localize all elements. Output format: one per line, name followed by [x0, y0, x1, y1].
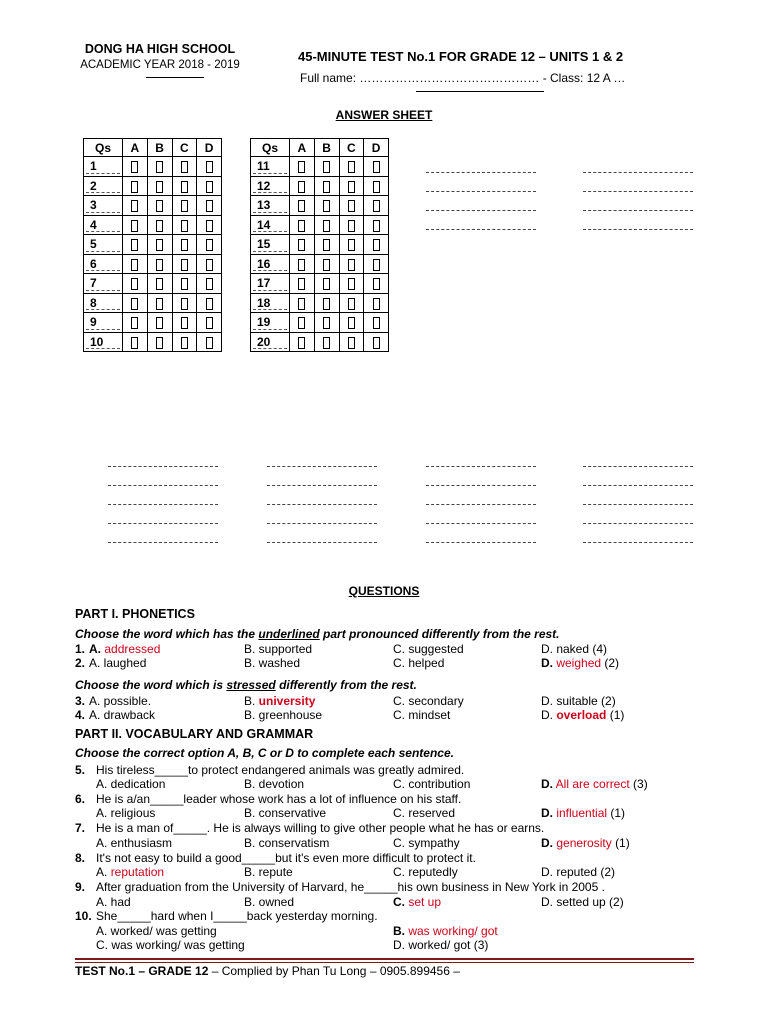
answer-cell[interactable] — [290, 274, 315, 294]
answer-box-icon[interactable] — [156, 298, 163, 310]
answer-box-icon[interactable] — [298, 278, 305, 290]
answer-cell[interactable] — [172, 196, 197, 216]
answer-box-icon[interactable] — [156, 239, 163, 251]
question-stem: 7. He is a man of_____. He is always willing to give other people what he has or earns. — [75, 821, 545, 835]
answer-box-icon[interactable] — [348, 239, 355, 251]
blank-line — [583, 210, 693, 211]
grid-row — [251, 254, 389, 274]
question-number: 10 — [84, 332, 123, 352]
blank-line — [426, 210, 536, 211]
answer-cell[interactable] — [339, 235, 364, 255]
blank-line — [583, 523, 693, 524]
grid-header-qs: Qs — [251, 139, 290, 157]
question-number: 11 — [251, 157, 290, 177]
answer-cell[interactable] — [197, 235, 222, 255]
answer-cell[interactable] — [147, 332, 172, 352]
answer-cell[interactable] — [290, 196, 315, 216]
answer-box-icon[interactable] — [206, 278, 213, 290]
answer-cell[interactable] — [290, 215, 315, 235]
blank-line — [108, 485, 218, 486]
answer-cell[interactable] — [339, 274, 364, 294]
answer-box-icon[interactable] — [131, 220, 138, 232]
questions-title: QUESTIONS — [348, 584, 420, 598]
grid-row — [251, 215, 389, 235]
answer-box-icon[interactable] — [348, 259, 355, 271]
answer-cell[interactable] — [147, 176, 172, 196]
grid-row — [84, 254, 222, 274]
answer-box-icon[interactable] — [206, 181, 213, 193]
answer-box-icon[interactable] — [323, 337, 330, 349]
question-stem: 9. After graduation from the University of Harvard, he_____his own business in New York in 2005 . — [75, 880, 605, 894]
answer-cell[interactable] — [314, 293, 339, 313]
grid-header-b: B — [147, 139, 172, 157]
answer-box-icon[interactable] — [156, 181, 163, 193]
answer-box-icon[interactable] — [206, 337, 213, 349]
answer-cell[interactable] — [314, 215, 339, 235]
question-number: 8 — [84, 293, 123, 313]
answer-box-icon[interactable] — [298, 337, 305, 349]
blank-line — [108, 542, 218, 543]
answer-box-icon[interactable] — [131, 200, 138, 212]
answer-box-icon[interactable] — [181, 317, 188, 329]
answer-box-icon[interactable] — [131, 317, 138, 329]
blank-line — [108, 504, 218, 505]
answer-cell[interactable] — [172, 157, 197, 177]
answer-cell[interactable] — [197, 254, 222, 274]
answer-box-icon[interactable] — [373, 298, 380, 310]
question-stem: 6. He is a/an_____leader whose work has a lot of influence on his staff. — [75, 792, 462, 806]
answer-cell[interactable] — [172, 235, 197, 255]
answer-cell[interactable] — [147, 157, 172, 177]
question-options: A. enthusiasm B. conservatism C. sympathy D. generosity (1) — [96, 836, 630, 850]
answer-cell[interactable] — [172, 293, 197, 313]
answer-cell[interactable] — [339, 332, 364, 352]
answer-cell[interactable] — [290, 157, 315, 177]
question-stem: 5. His tireless_____to protect endangered animals was greatly admired. — [75, 763, 465, 777]
answer-cell[interactable] — [123, 254, 148, 274]
answer-cell[interactable] — [147, 313, 172, 333]
answer-box-icon[interactable] — [323, 181, 330, 193]
answer-box-icon[interactable] — [131, 298, 138, 310]
grid-row — [84, 274, 222, 294]
answer-box-icon[interactable] — [323, 161, 330, 173]
answer-box-icon[interactable] — [373, 278, 380, 290]
question-options: C. was working/ was getting D. worked/ got (3) — [96, 938, 489, 952]
question-number: 6 — [84, 254, 123, 274]
answer-cell[interactable] — [172, 332, 197, 352]
blank-line — [267, 542, 377, 543]
grid-row — [251, 313, 389, 333]
answer-box-icon[interactable] — [298, 239, 305, 251]
test-title: 45-MINUTE TEST No.1 FOR GRADE 12 – UNITS 1 & 2 — [298, 49, 624, 64]
answer-cell[interactable] — [314, 176, 339, 196]
answer-sheet-title: ANSWER SHEET — [335, 108, 433, 122]
blank-line — [583, 466, 693, 467]
answer-box-icon[interactable] — [131, 181, 138, 193]
answer-cell[interactable] — [339, 176, 364, 196]
answer-cell[interactable] — [172, 176, 197, 196]
answer-cell[interactable] — [123, 293, 148, 313]
answer-cell[interactable] — [364, 254, 389, 274]
question-stem: 8. It's not easy to build a good_____but it's even more difficult to protect it. — [75, 851, 476, 865]
answer-cell[interactable] — [197, 293, 222, 313]
grid-header-b: B — [314, 139, 339, 157]
answer-cell[interactable] — [123, 313, 148, 333]
divider — [416, 91, 544, 92]
full-name-field: Full name: ……………………………………… - Class: 12 A … — [300, 71, 626, 85]
blank-line — [583, 191, 693, 192]
answer-box-icon[interactable] — [131, 337, 138, 349]
answer-box-icon[interactable] — [373, 259, 380, 271]
grid-row — [84, 235, 222, 255]
grid-row — [84, 157, 222, 177]
question-row: 4. A. drawback B. greenhouse C. mindset D. overload (1) — [75, 708, 625, 722]
answer-cell[interactable] — [290, 176, 315, 196]
grid-row — [84, 196, 222, 216]
blank-line — [108, 523, 218, 524]
grid-header-a: A — [290, 139, 315, 157]
answer-box-icon[interactable] — [298, 181, 305, 193]
blank-line — [426, 191, 536, 192]
answer-box-icon[interactable] — [181, 259, 188, 271]
answer-cell[interactable] — [123, 235, 148, 255]
question-number: 2 — [84, 176, 123, 196]
answer-cell[interactable] — [197, 157, 222, 177]
answer-box-icon[interactable] — [156, 161, 163, 173]
grid-row — [84, 293, 222, 313]
grid-header-c: C — [172, 139, 197, 157]
grid-row — [251, 176, 389, 196]
answer-cell[interactable] — [314, 157, 339, 177]
answer-cell[interactable] — [172, 254, 197, 274]
part-2-title: PART II. VOCABULARY AND GRAMMAR — [75, 727, 314, 741]
answer-cell[interactable] — [123, 332, 148, 352]
question-number: 19 — [251, 313, 290, 333]
answer-box-icon[interactable] — [298, 298, 305, 310]
question-number: 14 — [251, 215, 290, 235]
question-number: 18 — [251, 293, 290, 313]
answer-box-icon[interactable] — [131, 161, 138, 173]
answer-box-icon[interactable] — [156, 317, 163, 329]
question-options: A. reputation B. repute C. reputedly D. reputed (2) — [96, 865, 616, 879]
answer-box-icon[interactable] — [373, 239, 380, 251]
answer-cell[interactable] — [290, 293, 315, 313]
answer-cell[interactable] — [364, 157, 389, 177]
answer-box-icon[interactable] — [131, 239, 138, 251]
blank-line — [583, 504, 693, 505]
grid-row — [251, 293, 389, 313]
answer-box-icon[interactable] — [323, 278, 330, 290]
answer-cell[interactable] — [172, 313, 197, 333]
question-row: 2. A. laughed B. washed C. helped D. weighed (2) — [75, 656, 620, 670]
answer-cell[interactable] — [314, 313, 339, 333]
answer-cell[interactable] — [290, 235, 315, 255]
answer-box-icon[interactable] — [206, 220, 213, 232]
answer-box-icon[interactable] — [131, 278, 138, 290]
answer-cell[interactable] — [147, 254, 172, 274]
answer-box-icon[interactable] — [373, 161, 380, 173]
question-options: A. had B. owned C. set up D. setted up (2) — [96, 895, 624, 909]
blank-line — [583, 172, 693, 173]
question-row: 1. A. addressed B. supported C. suggested D. naked (4) — [75, 642, 608, 656]
question-options: A. religious B. conservative C. reserved D. influential (1) — [96, 806, 626, 820]
answer-cell[interactable] — [364, 215, 389, 235]
blank-line — [267, 523, 377, 524]
question-number: 12 — [251, 176, 290, 196]
blank-line — [426, 504, 536, 505]
answer-box-icon[interactable] — [298, 317, 305, 329]
answer-grid-right — [250, 138, 389, 352]
grid-row — [84, 313, 222, 333]
answer-box-icon[interactable] — [323, 239, 330, 251]
answer-cell[interactable] — [364, 332, 389, 352]
answer-box-icon[interactable] — [206, 259, 213, 271]
answer-cell[interactable] — [314, 235, 339, 255]
answer-cell[interactable] — [314, 196, 339, 216]
blank-line — [267, 466, 377, 467]
answer-box-icon[interactable] — [181, 161, 188, 173]
answer-cell[interactable] — [314, 254, 339, 274]
answer-box-icon[interactable] — [181, 337, 188, 349]
grid-row — [251, 274, 389, 294]
grid-row — [251, 332, 389, 352]
answer-cell[interactable] — [290, 313, 315, 333]
answer-cell[interactable] — [123, 196, 148, 216]
answer-box-icon[interactable] — [131, 259, 138, 271]
answer-cell[interactable] — [147, 215, 172, 235]
answer-box-icon[interactable] — [181, 298, 188, 310]
answer-cell[interactable] — [197, 313, 222, 333]
answer-cell[interactable] — [123, 157, 148, 177]
answer-cell[interactable] — [339, 196, 364, 216]
question-number: 15 — [251, 235, 290, 255]
answer-box-icon[interactable] — [323, 259, 330, 271]
answer-cell[interactable] — [290, 332, 315, 352]
answer-box-icon[interactable] — [373, 181, 380, 193]
footer-divider — [75, 962, 694, 963]
instruction: Choose the correct option A, B, C or D to complete each sentence. — [75, 746, 454, 760]
question-number: 9 — [84, 313, 123, 333]
blank-line — [426, 229, 536, 230]
answer-cell[interactable] — [364, 235, 389, 255]
answer-cell[interactable] — [123, 274, 148, 294]
question-number: 7 — [84, 274, 123, 294]
answer-box-icon[interactable] — [156, 259, 163, 271]
grid-row — [251, 196, 389, 216]
blank-line — [426, 542, 536, 543]
answer-cell[interactable] — [339, 293, 364, 313]
answer-box-icon[interactable] — [206, 239, 213, 251]
question-options: A. dedication B. devotion C. contribution D. All are correct (3) — [96, 777, 648, 791]
grid-row — [84, 176, 222, 196]
answer-box-icon[interactable] — [348, 200, 355, 212]
answer-box-icon[interactable] — [298, 161, 305, 173]
answer-cell[interactable] — [314, 274, 339, 294]
answer-box-icon[interactable] — [373, 200, 380, 212]
grid-row — [251, 157, 389, 177]
question-number: 4 — [84, 215, 123, 235]
question-number: 20 — [251, 332, 290, 352]
answer-box-icon[interactable] — [298, 259, 305, 271]
answer-box-icon[interactable] — [156, 337, 163, 349]
school-name: DONG HA HIGH SCHOOL — [84, 42, 236, 56]
answer-box-icon[interactable] — [298, 200, 305, 212]
grid-row — [251, 235, 389, 255]
answer-box-icon[interactable] — [156, 220, 163, 232]
blank-line — [583, 542, 693, 543]
part-1-title: PART I. PHONETICS — [75, 607, 195, 621]
answer-cell[interactable] — [172, 274, 197, 294]
blank-line — [108, 466, 218, 467]
answer-box-icon[interactable] — [373, 220, 380, 232]
answer-cell[interactable] — [339, 215, 364, 235]
blank-line — [267, 485, 377, 486]
answer-cell[interactable] — [197, 196, 222, 216]
instruction: Choose the word which is stressed differently from the rest. — [75, 678, 417, 692]
answer-cell[interactable] — [172, 215, 197, 235]
grid-header-d: D — [197, 139, 222, 157]
grid-header-d: D — [364, 139, 389, 157]
answer-box-icon[interactable] — [323, 220, 330, 232]
answer-cell[interactable] — [147, 274, 172, 294]
grid-row — [84, 215, 222, 235]
answer-box-icon[interactable] — [323, 317, 330, 329]
answer-box-icon[interactable] — [181, 181, 188, 193]
blank-line — [583, 485, 693, 486]
answer-box-icon[interactable] — [156, 278, 163, 290]
blank-line — [583, 229, 693, 230]
blank-line — [426, 485, 536, 486]
answer-cell[interactable] — [147, 235, 172, 255]
footer-text: TEST No.1 – GRADE 12 – Complied by Phan Tu Long – 0905.899456 – — [75, 964, 460, 978]
divider — [146, 77, 204, 78]
instruction: Choose the word which has the underlined part pronounced differently from the rest. — [75, 627, 560, 641]
answer-box-icon[interactable] — [348, 317, 355, 329]
answer-box-icon[interactable] — [373, 317, 380, 329]
answer-box-icon[interactable] — [206, 200, 213, 212]
grid-header-c: C — [339, 139, 364, 157]
answer-box-icon[interactable] — [181, 239, 188, 251]
blank-line — [426, 523, 536, 524]
answer-box-icon[interactable] — [206, 317, 213, 329]
answer-box-icon[interactable] — [181, 200, 188, 212]
answer-cell[interactable] — [197, 274, 222, 294]
answer-cell[interactable] — [364, 196, 389, 216]
answer-box-icon[interactable] — [206, 298, 213, 310]
answer-cell[interactable] — [364, 293, 389, 313]
answer-cell[interactable] — [197, 332, 222, 352]
answer-box-icon[interactable] — [323, 298, 330, 310]
answer-grid-left — [83, 138, 222, 352]
question-number: 17 — [251, 274, 290, 294]
question-number: 13 — [251, 196, 290, 216]
answer-cell[interactable] — [339, 157, 364, 177]
answer-box-icon[interactable] — [181, 220, 188, 232]
answer-cell[interactable] — [364, 313, 389, 333]
answer-box-icon[interactable] — [348, 298, 355, 310]
answer-cell[interactable] — [147, 196, 172, 216]
answer-box-icon[interactable] — [373, 337, 380, 349]
answer-box-icon[interactable] — [298, 220, 305, 232]
answer-box-icon[interactable] — [348, 278, 355, 290]
answer-cell[interactable] — [147, 293, 172, 313]
academic-year: ACADEMIC YEAR 2018 - 2019 — [80, 59, 240, 71]
answer-cell[interactable] — [314, 332, 339, 352]
answer-box-icon[interactable] — [156, 200, 163, 212]
answer-cell[interactable] — [339, 313, 364, 333]
answer-cell[interactable] — [339, 254, 364, 274]
question-number: 1 — [84, 157, 123, 177]
answer-box-icon[interactable] — [348, 337, 355, 349]
answer-cell[interactable] — [290, 254, 315, 274]
answer-box-icon[interactable] — [348, 220, 355, 232]
blank-line — [426, 466, 536, 467]
grid-row — [84, 332, 222, 352]
question-row: 3. A. possible. B. university C. secondary D. suitable (2) — [75, 694, 616, 708]
answer-cell[interactable] — [123, 215, 148, 235]
answer-cell[interactable] — [197, 215, 222, 235]
question-options: A. worked/ was getting B. was working/ got — [96, 924, 498, 938]
answer-box-icon[interactable] — [206, 161, 213, 173]
answer-cell[interactable] — [123, 176, 148, 196]
answer-cell[interactable] — [364, 274, 389, 294]
answer-cell[interactable] — [364, 176, 389, 196]
answer-box-icon[interactable] — [348, 161, 355, 173]
question-number: 5 — [84, 235, 123, 255]
footer-divider — [75, 958, 694, 960]
grid-header-a: A — [123, 139, 148, 157]
question-number: 3 — [84, 196, 123, 216]
question-number: 16 — [251, 254, 290, 274]
blank-line — [426, 172, 536, 173]
answer-box-icon[interactable] — [181, 278, 188, 290]
blank-line — [267, 504, 377, 505]
question-stem: 10. She_____hard when I_____back yesterday morning. — [75, 909, 378, 923]
answer-box-icon[interactable] — [348, 181, 355, 193]
answer-box-icon[interactable] — [323, 200, 330, 212]
answer-cell[interactable] — [197, 176, 222, 196]
grid-header-qs: Qs — [84, 139, 123, 157]
